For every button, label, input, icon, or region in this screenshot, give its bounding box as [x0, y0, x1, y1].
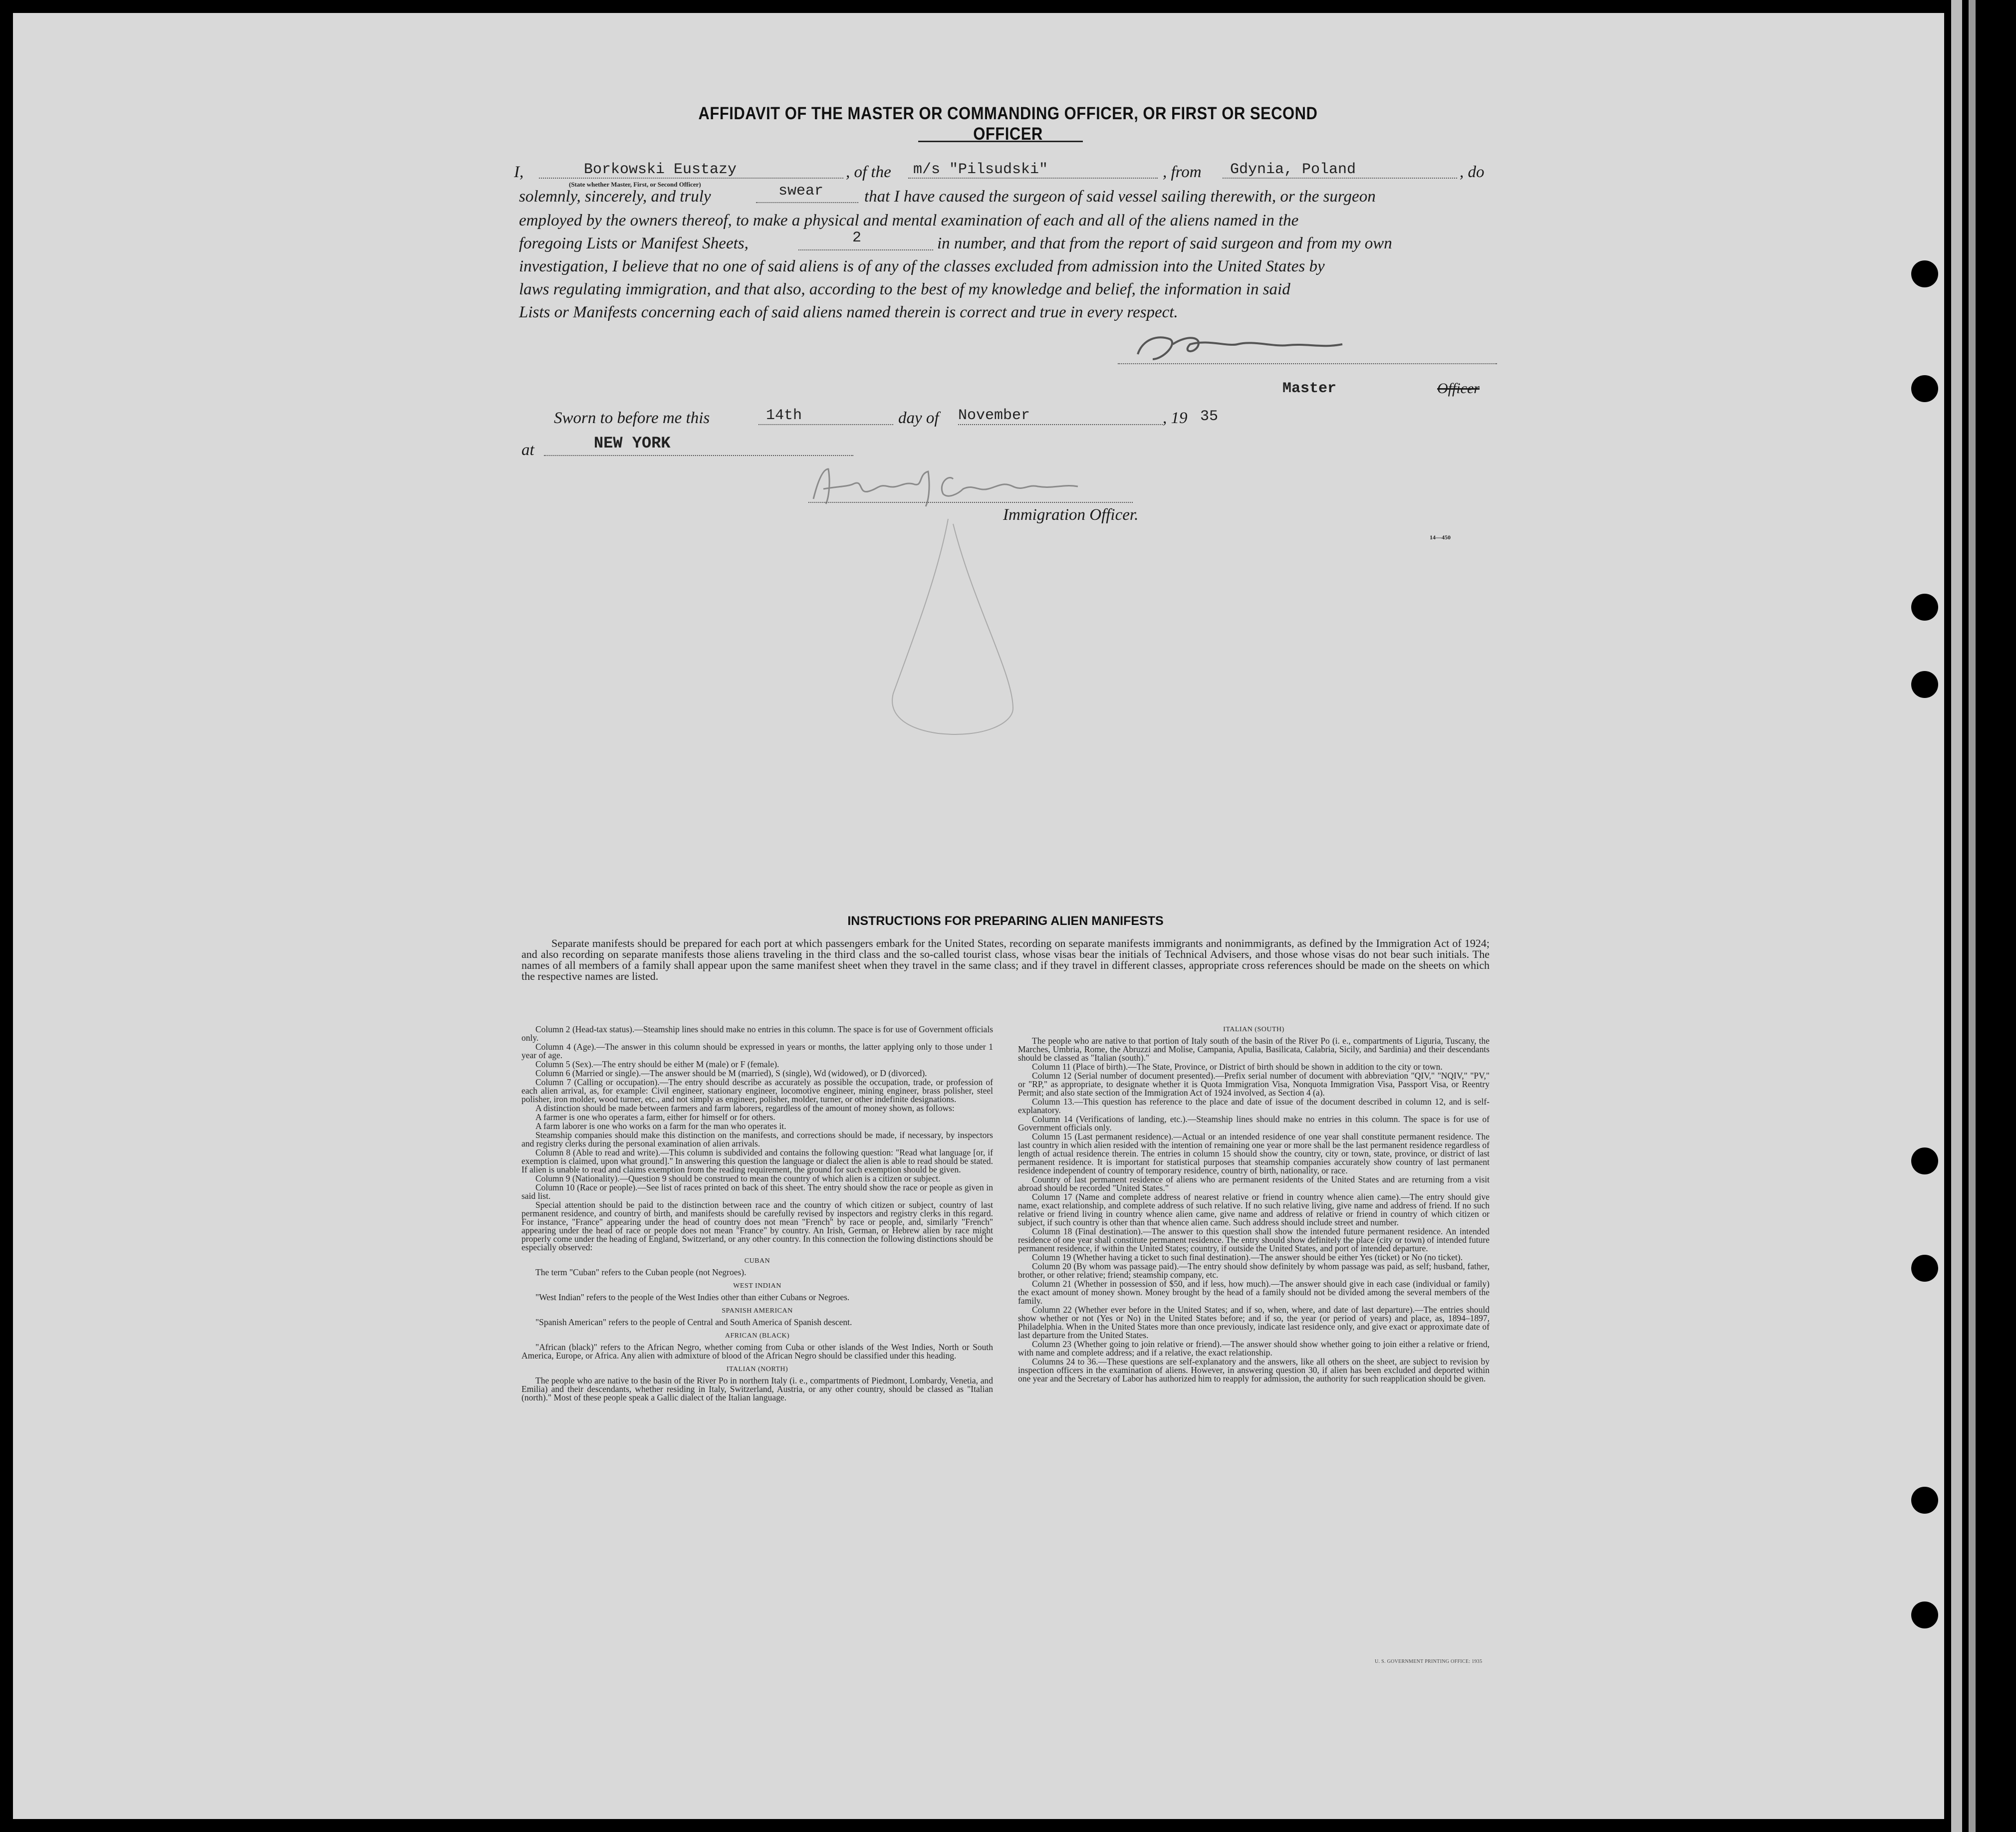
form-number: 14—450 — [1430, 534, 1451, 541]
line4-rest: in number, and that from the report of said surgeon and from my own — [937, 234, 1392, 252]
instruction-paragraph: Column 21 (Whether in possession of $50, and if less, how much).—The answer should give in each case (individual or family) the exact amount of money shown. Money brought by the head of a family should not be divided among the several members of the family. — [1018, 1279, 1490, 1306]
at-label: at — [521, 441, 534, 459]
instruction-paragraph: Column 7 (Calling or occupation).—The entry should describe as accurately as possible the occupation, trade, or profession of each alien arrival, as, for example: Civil engineer, stationary engineer, locomotive engineer, mining engineer, brass polisher, steel polisher, iron molder, wood turner, etc., and not simply as engineer, polisher, molder, turner, or other indefinite designations. — [521, 1077, 993, 1104]
vessel-name: m/s "Pilsudski" — [913, 161, 1048, 178]
african-text: "African (black)" refers to the African Negro, whether coming from Cuba or other islands of the West Indies, North or South America, Europe, or Africa. Any alien with admixture of blood of the African Negro should be classified under this heading. — [521, 1342, 993, 1361]
instruction-paragraph: Column 2 (Head-tax status).—Steamship lines should make no entries in this column. The space is for use of Government officials only. — [521, 1024, 993, 1043]
cuban-text: The term "Cuban" refers to the Cuban people (not Negroes). — [535, 1267, 747, 1277]
instruction-paragraph: Column 11 (Place of birth).—The State, Province, or District of birth should be shown in addition to the city or town. — [1032, 1062, 1443, 1072]
printing-office-note: U. S. GOVERNMENT PRINTING OFFICE: 1935 — [1375, 1659, 1483, 1664]
instruction-paragraph: Column 6 (Married or single).—The answer should be M (married), S (single), Wd (widowed), or D (divorced). — [535, 1068, 927, 1078]
line1-of: , of the — [846, 163, 891, 181]
west-indian-text: "West Indian" refers to the people of the West Indies other than either Cubans or Negroes. — [535, 1292, 850, 1302]
instruction-paragraph: Country of last permanent residence of aliens who are permanent residents of the United States and are returning from a visit abroad should be recorded "United States." — [1018, 1174, 1490, 1193]
instruction-paragraph: The people who are native to that portion of Italy south of the basin of the River Po (i. e., compartments of Liguria, Tuscany, the Marches, Umbria, Rome, the Abruzzi and Molise, Campania, Apulia, Basilicata, Calabria, Sicily, and Sardinia) and their descendants should be classed as "Italian (south)." — [1018, 1036, 1490, 1063]
instruction-paragraph: Column 9 (Nationality).—Question 9 should be construed to mean the country of which alien is a citizen or subject. — [535, 1173, 941, 1183]
instruction-paragraph: Column 23 (Whether going to join relative or friend).—The answer should show whether going to join either a relative or friend, with name and complete address; and if a relative, the exact relationship. — [1018, 1339, 1490, 1358]
west-indian-heading: WEST INDIAN — [733, 1282, 781, 1290]
italian-south-heading: ITALIAN (SOUTH) — [1223, 1026, 1284, 1033]
spanish-american-text: "Spanish American" refers to the people of Central and South America of Spanish descent. — [535, 1317, 852, 1327]
line3: employed by the owners thereof, to make a physical and mental examination of each and all of the aliens named in the — [519, 212, 1299, 229]
instruction-paragraph: Column 13.—This question has reference to the place and date of issue of the document described in column 12, and is self-explanatory. — [1018, 1097, 1490, 1115]
binder-hole — [1911, 1487, 1938, 1514]
sworn-prefix: Sworn to before me this — [554, 409, 710, 427]
affidavit-title: AFFIDAVIT OF THE MASTER OR COMMANDING OFFICER, OR FIRST OR SECOND OFFICER — [698, 103, 1318, 144]
day-underline — [758, 424, 893, 425]
line2-prefix: solemnly, sincerely, and truly — [519, 188, 711, 206]
instruction-paragraph: Column 8 (Able to read and write).—This column is subdivided and contains the following question: "Read what language [or, if exemption is claimed, upon what ground]." In answering this question the language or dialect the alien is able to read should be stated. If alien is unable to read and claims exemption from the reading requirement, the ground for such exemption should be given. — [521, 1147, 993, 1174]
location-underline — [544, 455, 853, 456]
instruction-paragraph: Columns 24 to 36.—These questions are self-explanatory and the answers, like all others on the sheet, are subject to revision by inspection officers in the examination of aliens. However, in answering question 30, if alien has been excluded and deported within one year and the Secretary of Labor has authorized him to reapply for admission, the authority for such reapplication should be given. — [1018, 1357, 1490, 1383]
master-signature — [1123, 324, 1372, 369]
officer-name: Borkowski Eustazy — [584, 161, 737, 178]
instruction-paragraph: Column 20 (By whom was passage paid).—The entry should show definitely by whom passage was paid, as self; husband, father, brother, or other relative; friend; steamship company, etc. — [1018, 1261, 1490, 1280]
left-instructions-column — [521, 1025, 993, 1402]
line1-prefix: I, — [514, 163, 524, 181]
binder-hole — [1911, 1602, 1938, 1628]
instruction-paragraph: Column 12 (Serial number of document presented).—Prefix serial number of document with abbreviation "QIV," "NQIV," "PV," or "RP," as appropriate, to designate whether it is Quota Immigration Visa, Nonquota Immigration Visa, Passport Visa, or Reentry Permit; and also state section of the Immigration Act of 1924 involved, as Section 4 (a). — [1018, 1071, 1490, 1098]
instruction-paragraph: Column 22 (Whether ever before in the United States; and if so, when, where, and date of last departure).—The entries should show whether or not (Yes or No) in the United States before; and if so, the year (or period of years) and place, as, 1894–1897, Philadelphia. When in the United States more than once previously, indicate last residence only, and give exact or approximate date of last departure from the United States. — [1018, 1305, 1490, 1340]
binder-hole — [1911, 375, 1938, 402]
line1-do: , do — [1460, 163, 1485, 181]
binder-hole — [1911, 260, 1938, 287]
binder-hole — [1911, 671, 1938, 698]
instruction-paragraph: Column 4 (Age).—The answer in this column should be expressed in years or months, the latter applying only to those under 1 year of age. — [521, 1042, 993, 1060]
sworn-day: 14th — [766, 407, 802, 424]
line4-prefix: foregoing Lists or Manifest Sheets, — [519, 234, 749, 252]
officer-signature-line — [808, 502, 1133, 503]
sheet-count-underline — [798, 249, 933, 250]
instructions-title: INSTRUCTIONS FOR PREPARING ALIEN MANIFESTS — [847, 914, 1164, 928]
line7: Lists or Manifests concerning each of said aliens named therein is correct and true in every respect. — [519, 303, 1178, 321]
page-edge — [1951, 0, 1962, 1832]
spanish-american-heading: SPANISH AMERICAN — [722, 1307, 793, 1315]
line6: laws regulating immigration, and that also, according to the best of my knowledge and belief, the information in said — [519, 280, 1290, 298]
line1-from: , from — [1163, 163, 1202, 181]
instruction-paragraph: Special attention should be paid to the distinction between race and the country of which citizen or subject, country of last permanent residence, and country of birth, and manifests should be carefully revised by inspectors and registry clerks in this regard. For instance, "France" appearing under the head of country does not mean "French" by race or people, and, similarly "French" appearing under the head of race or people does not mean "France" by country. An Irish, German, or Hebrew alien by race might properly come under the heading of England, Switzerland, or any other country. In this connection the following distinctions should be especially observed: — [521, 1200, 993, 1252]
sworn-location: NEW YORK — [594, 434, 671, 453]
signature-line — [1118, 363, 1497, 364]
binder-hole — [1911, 1147, 1938, 1174]
instruction-paragraph: Column 17 (Name and complete address of nearest relative or friend in country whence alien came).—The entry should give name, exact relationship, and complete address of such relative. If no such relative living, give name and address of friend. If no such relative or friend living in country whence alien came, give name and address of relative or friend in country of which citizen or subject, if such country is other than that whence alien came. Such address should include street and number. — [1018, 1192, 1490, 1227]
month-underline — [958, 424, 1163, 425]
instruction-paragraph: Column 14 (Verifications of landing, etc.).—Steamship lines should make no entries in this column. The space is for use of Government officials only. — [1018, 1114, 1490, 1133]
instruction-paragraph: Column 18 (Final destination).—The answer to this question shall show the intended future permanent residence. An intended residence of one year shall constitute permanent residence. The entry should show definitely the place (city or town) of intended future permanent residence, if within the United States; country, if outside the United States, and port of intended departure. — [1018, 1226, 1490, 1253]
pencil-mark — [883, 514, 1033, 743]
signer-struck-title: Officer — [1437, 380, 1480, 397]
instruction-paragraph: Column 5 (Sex).—The entry should be either M (male) or F (female). — [535, 1059, 779, 1069]
instruction-paragraph: Column 15 (Last permanent residence).—Actual or an intended residence of one year shall constitute permanent residence. The last country in which alien resided with the intention of remaining one year or more shall be the last permanent residence regardless of length of actual residence therein. The entries in column 15 should show the country, city or town, state, province, or district of last permanent residence. It is important for statistical purposes that steamship companies accurately show country of last permanent residence independent of country of temporary residence, country of birth, nationality, or race. — [1018, 1132, 1490, 1175]
binder-hole — [1911, 594, 1938, 621]
oath-word: swear — [778, 183, 824, 200]
instruction-paragraph: A farm laborer is one who works on a farm for the man who operates it. — [535, 1121, 786, 1131]
title-rule — [918, 141, 1083, 142]
right-instructions-column — [1018, 1025, 1490, 1383]
departure-port: Gdynia, Poland — [1230, 161, 1356, 178]
binder-hole — [1911, 1255, 1938, 1282]
instructions-intro: Separate manifests should be prepared for each port at which passengers embark for the United States, recording on separate manifests immigrants and nonimmigrants, as defined by the Immigration Act of 1924; and also recording on separate manifests those aliens traveling in the third class and the so-called tourist class, whose visas bear the initials of Technical Advisers, and those whose visas do not bear such initials. The names of all members of a family shall appear upon the same manifest sheet when they travel in the same class; and if they travel in different classes, appropriate cross references should be made on the sheets on which the respective names are listed. — [521, 937, 1490, 982]
instruction-paragraph: A distinction should be made between farmers and farm laborers, regardless of the amount of money shown, as follows: — [535, 1103, 955, 1113]
day-of: day of — [898, 409, 939, 427]
instruction-paragraph: Column 10 (Race or people).—See list of races printed on back of this sheet. The entry should show the race or people as given in said list. — [521, 1182, 993, 1201]
line5: investigation, I believe that no one of said aliens is of any of the classes excluded from admission into the United States by — [519, 257, 1325, 275]
state-note: (State whether Master, First, or Second Officer) — [569, 181, 701, 188]
signer-title: Master — [1282, 380, 1337, 397]
sheet-count: 2 — [852, 229, 862, 246]
line2-rest: that I have caused the surgeon of said vessel sailing therewith, or the surgeon — [864, 188, 1376, 206]
page-edge-shadow — [1969, 0, 1976, 1832]
year-prefix: , 19 — [1163, 409, 1188, 427]
instruction-paragraph: Steamship companies should make this distinction on the manifests, and corrections should be made, if necessary, by inspectors and registry clerks during the personal examination of alien arrivals. — [521, 1130, 993, 1148]
instruction-paragraph: A farmer is one who operates a farm, either for himself or for others. — [535, 1112, 775, 1122]
sworn-month: November — [958, 407, 1030, 424]
oath-underline — [756, 202, 858, 203]
cuban-heading: CUBAN — [744, 1257, 770, 1265]
african-heading: AFRICAN (BLACK) — [725, 1332, 790, 1340]
sworn-year: 35 — [1200, 408, 1219, 425]
instruction-paragraph: Column 19 (Whether having a ticket to such final destination).—The answer should be either Yes (ticket) or No (no ticket). — [1032, 1252, 1463, 1262]
italian-north-text: The people who are native to the basin of the River Po in northern Italy (i. e., compartments of Piedmont, Lombardy, Venetia, and Emilia) and their descendants, whether residing in Italy, Switzerland, Austria, or any other country, should be classed as "Italian (north)." Most of these people speak a Gallic dialect of the Italian language. — [521, 1375, 993, 1402]
italian-north-heading: ITALIAN (NORTH) — [726, 1366, 788, 1373]
immigration-officer-label: Immigration Officer. — [1003, 506, 1139, 524]
